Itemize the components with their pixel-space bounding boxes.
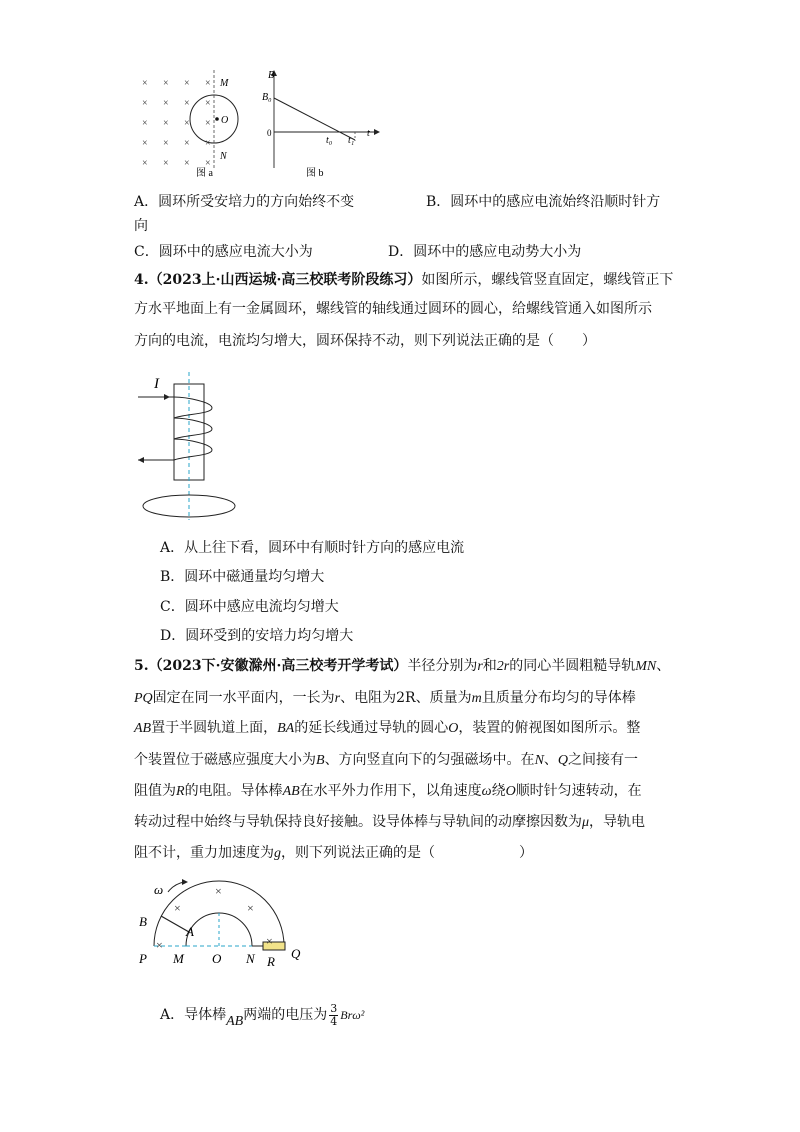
svg-text:×: × (184, 138, 190, 149)
inner-rail (186, 913, 252, 946)
q4-source: （2023上·山西运城·高三校联考阶段练习） (148, 272, 422, 288)
current-out-arrow-icon (138, 457, 144, 463)
q4-stem-line3: 方向的电流，电流均匀增大，圆环保持不动，则下列说法正确的是（ ） (134, 333, 596, 349)
q5-text: 阻不计，重力加速度为 (134, 845, 274, 861)
q5-text: 的延长线通过导轨的圆心 (294, 720, 449, 736)
q5-line6 (134, 812, 645, 833)
q5-text: 的同心半圆粗糙导轨 (509, 658, 636, 674)
q5-text: 、 (543, 752, 558, 768)
q5-var-omega: ω (481, 784, 492, 799)
q5-text: 之间接有一 (568, 752, 639, 768)
svg-text:×: × (205, 118, 211, 129)
conductor-rod (161, 916, 189, 932)
q5-var-2r: 2r (496, 659, 510, 674)
q5-text: 在水平外力作用下，以角速度 (299, 783, 482, 799)
q5-var-ba: BA (277, 721, 295, 736)
origin-label: 0 (267, 128, 272, 138)
svg-text:×: × (163, 118, 169, 129)
q5-var-n: N (534, 753, 544, 768)
q5-var-b: B (316, 753, 325, 768)
caption-b: 图 b (306, 168, 324, 179)
q5-option-a (160, 1000, 364, 1031)
q5-text: 且质量分布均匀的导体棒 (481, 690, 636, 706)
q5-text: ，则下列说法正确的是（ ） (281, 845, 533, 861)
b0-label: B₀ (262, 92, 272, 103)
q5-text: 阻值为 (134, 783, 176, 799)
q5-var-r: r (477, 659, 483, 674)
point-q-label: Q (291, 946, 301, 961)
svg-text:×: × (142, 98, 148, 109)
t1-label: t₁ (348, 135, 355, 146)
q5-line1 (134, 656, 670, 677)
t0-label: t₀ (326, 135, 333, 146)
rotation-arrow-icon (182, 879, 188, 885)
point-o-label: O (212, 951, 222, 966)
svg-text:×: × (142, 158, 148, 169)
svg-text:×: × (163, 78, 169, 89)
fraction-numerator: 3 (330, 1001, 338, 1015)
q4-stem-line1 (134, 270, 673, 290)
svg-text:×: × (205, 158, 211, 169)
q5-var-2R: 2R (396, 690, 416, 706)
rail-figure (134, 870, 314, 970)
q5-opt-var-ab: AB (226, 1014, 244, 1029)
q5-line3 (134, 718, 640, 739)
svg-text:×: × (163, 138, 169, 149)
magnetic-field-crosses (142, 78, 211, 169)
svg-text:×: × (174, 901, 181, 915)
figure-b (262, 68, 382, 180)
t-axis-label: t (367, 128, 370, 139)
point-m-label: M (173, 951, 184, 966)
point-p-label: P (139, 951, 147, 966)
q5-text: 绕 (491, 783, 506, 799)
current-label: I (154, 376, 159, 392)
q4-option-d: D．圆环受到的安培力均匀增大 (160, 628, 354, 644)
svg-text:×: × (205, 98, 211, 109)
fraction (329, 1003, 338, 1028)
q5-line4 (134, 750, 638, 771)
q4-option-b: B．圆环中磁通量均匀增大 (160, 569, 325, 585)
q5-text: 半径分别为 (407, 658, 478, 674)
svg-text:×: × (205, 138, 211, 149)
current-in-arrow-icon (164, 394, 170, 400)
q5-source: （2023下·安徽滁州·高三校考开学考试） (148, 658, 408, 674)
label-o: O (221, 115, 229, 126)
q5-text: ，导轨电 (589, 814, 646, 830)
q5-number: 5. (134, 658, 149, 674)
svg-text:×: × (266, 934, 273, 948)
label-m: M (220, 78, 229, 89)
svg-text:×: × (184, 78, 190, 89)
q4-stem-line2: 方水平地面上有一金属圆环，螺线管的轴线通过圆环的圆心，给螺线管通入如图所示 (134, 301, 652, 317)
q4-option-a: A．从上往下看，圆环中有顺时针方向的感应电流 (160, 540, 465, 556)
figure-a (134, 68, 262, 180)
q5-var-ab: AB (282, 784, 300, 799)
omega-label: ω (154, 882, 164, 897)
q5-text: 个装置位于磁感应强度大小为 (134, 752, 316, 768)
svg-text:×: × (184, 158, 190, 169)
q3-option-c: C．圆环中的感应电流大小为 (134, 244, 313, 260)
q5-var-m: m (471, 691, 482, 706)
rotation-arc (168, 882, 184, 892)
q5-text: 、方向竖直向下的匀强磁场中。在 (324, 752, 535, 768)
q5-var-pq: PQ (134, 691, 153, 706)
center-dot (215, 117, 219, 121)
resistor-label: R (267, 954, 275, 969)
q5-text: 固定在同一水平面内，一长为 (152, 690, 335, 706)
q5-var-o: O (505, 784, 516, 799)
q5-text: 、电阻为 (340, 690, 397, 706)
svg-text:×: × (184, 118, 190, 129)
q5-var-g: g (274, 846, 281, 861)
caption-a: 图 a (196, 168, 213, 179)
q5-line5 (134, 781, 642, 802)
field-crosses (156, 884, 273, 952)
b-line (274, 98, 355, 140)
svg-text:×: × (142, 78, 148, 89)
q5-var-mn: MN (635, 659, 657, 674)
q3-option-b-wrap: 向 (134, 218, 148, 234)
q3-option-b: B．圆环中的感应电流始终沿顺时针方 (426, 194, 661, 210)
solenoid-figure (134, 372, 254, 522)
point-a-label: A (186, 924, 194, 939)
q3-option-a: A．圆环所受安培力的方向始终不变 (134, 194, 355, 210)
svg-text:×: × (184, 98, 190, 109)
q5-text: 、质量为 (415, 690, 472, 706)
q5-text: 转动过程中始终与导轨保持良好接触。设导体棒与导轨间的动摩擦因数为 (134, 814, 582, 830)
q4-option-c: C．圆环中感应电流均匀增大 (160, 599, 339, 615)
q5-text: 的电阻。导体棒 (184, 783, 283, 799)
fraction-denominator: 4 (330, 1014, 338, 1028)
svg-text:×: × (142, 138, 148, 149)
point-n-label: N (246, 951, 255, 966)
svg-text:×: × (142, 118, 148, 129)
axis-b-label: B (268, 70, 275, 81)
q5-var-R: R (176, 784, 185, 799)
svg-text:×: × (215, 884, 222, 898)
svg-text:×: × (156, 938, 163, 952)
svg-text:×: × (247, 901, 254, 915)
q5-var-r: r (334, 691, 341, 706)
q5-var-mu: μ (582, 815, 590, 830)
q5-text: ，装置的俯视图如图所示。整 (458, 720, 641, 736)
q4-stem-text1: 如图所示，螺线管竖直固定，螺线管正下 (421, 272, 674, 288)
label-n: N (220, 151, 227, 162)
q5-opt-expr: Brω² (340, 1008, 365, 1022)
q3-option-d: D．圆环中的感应电动势大小为 (388, 244, 582, 260)
q5-text: 顺时针匀速转动，在 (515, 783, 642, 799)
q5-text: 、 (656, 658, 671, 674)
q5-opt-text: 两端的电压为 (243, 1007, 328, 1023)
point-b-label: B (139, 914, 147, 929)
q5-var-q: Q (557, 753, 569, 768)
q5-text: 置于半圆轨道上面， (151, 720, 278, 736)
q5-text: 和 (482, 658, 497, 674)
svg-text:×: × (163, 158, 169, 169)
q5-line2 (134, 688, 636, 709)
q5-var-ab: AB (134, 721, 152, 736)
q5-line7 (134, 843, 533, 864)
q5-opt-text: A．导体棒 (160, 1007, 227, 1023)
svg-text:×: × (163, 98, 169, 109)
q4-number: 4. (134, 272, 149, 288)
svg-text:×: × (205, 78, 211, 89)
q5-var-o: O (448, 721, 459, 736)
t-arrow-icon (374, 129, 380, 135)
